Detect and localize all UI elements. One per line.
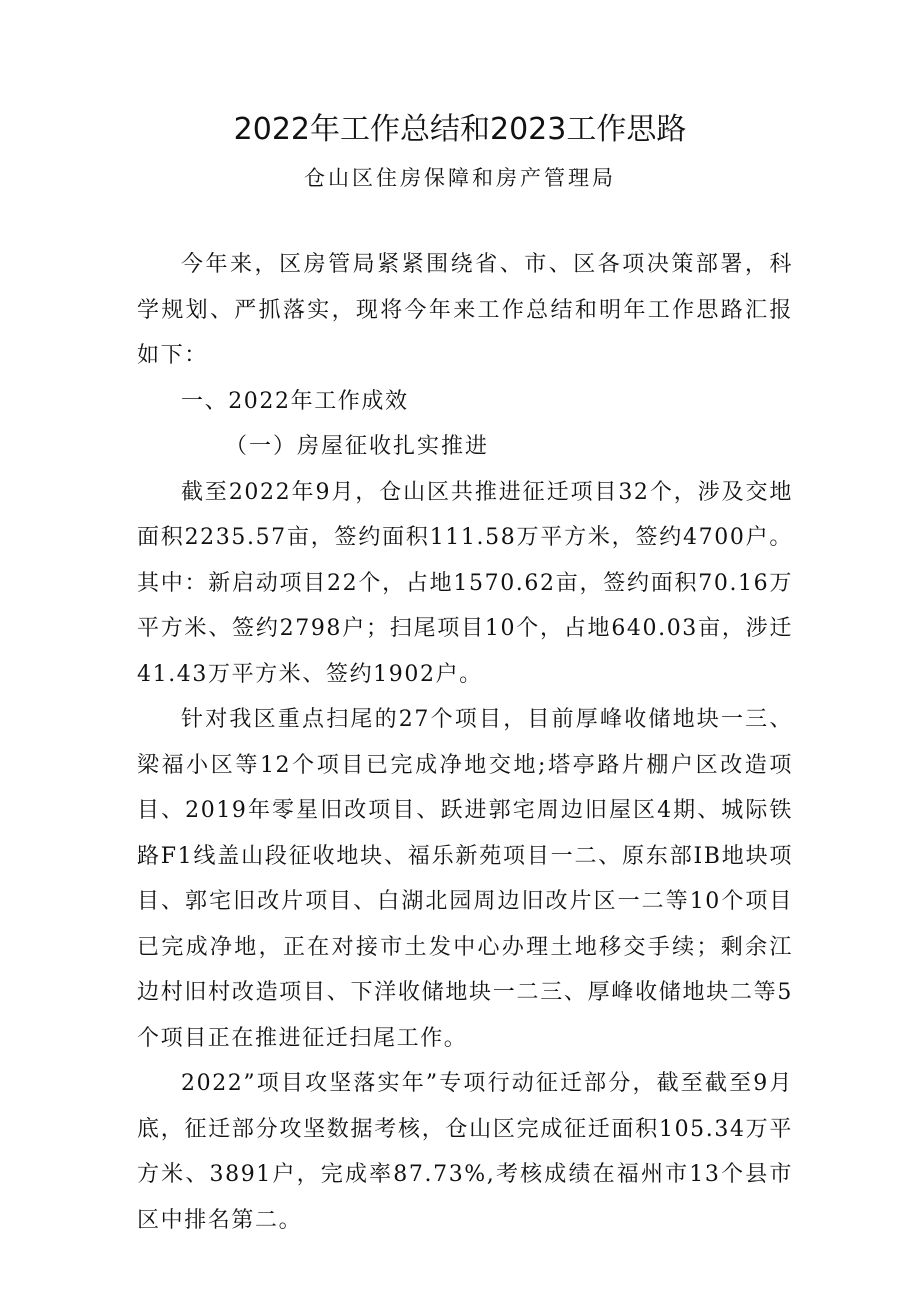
document-body [137,242,793,1243]
section-heading: 一、2022年工作成效 [181,388,409,414]
intro-paragraph: 今年来，区房管局紧紧围绕省、市、区各项决策部署，科学规划、严抓落实，现将今年来工作总结和明年工作思路汇报如下： [137,252,793,368]
body-paragraph: 针对我区重点扫尾的27个项目，目前厚峰收储地块一三、梁福小区等12个项目已完成净地交地;塔亭路片棚户区改造项目、2019年零星旧改项目、跃进郭宅周边旧屋区4期、城际铁路F1线盖山段征收地块、福乐新苑项目一二、原东部IB地块项目、郭宅旧改片项目、白湖北园周边旧改片区一二等10个项目已完成净地，正在对接市土发中心办理土地移交手续；剩余江边村旧村改造项目、下洋收储地块一二三、厚峰收储地块二等5个项目正在推进征迁扫尾工作。 [137,707,793,1051]
document-title: 2022年工作总结和2023工作思路 [233,112,687,147]
document-author: 仓山区住房保障和房产管理局 [304,166,616,190]
subsection-heading: （一）房屋征收扎实推进 [225,434,490,459]
body-paragraph: 截至2022年9月，仓山区共推进征迁项目32个，涉及交地面积2235.57亩，签约面积111.58万平方米，签约4700户。其中：新启动项目22个，占地1570.62亩，签约面积70.16万平方米、签约2798户；扫尾项目10个，占地640.03亩，涉迁41.43万平方米、签约1902户。 [137,479,793,687]
body-paragraph: 2022”项目攻坚落实年”专项行动征迁部分，截至截至9月底，征迁部分攻坚数据考核，仓山区完成征迁面积105.34万平方米、3891户，完成率87.73%,考核成绩在福州市13个县市区中排名第二。 [137,1071,793,1233]
